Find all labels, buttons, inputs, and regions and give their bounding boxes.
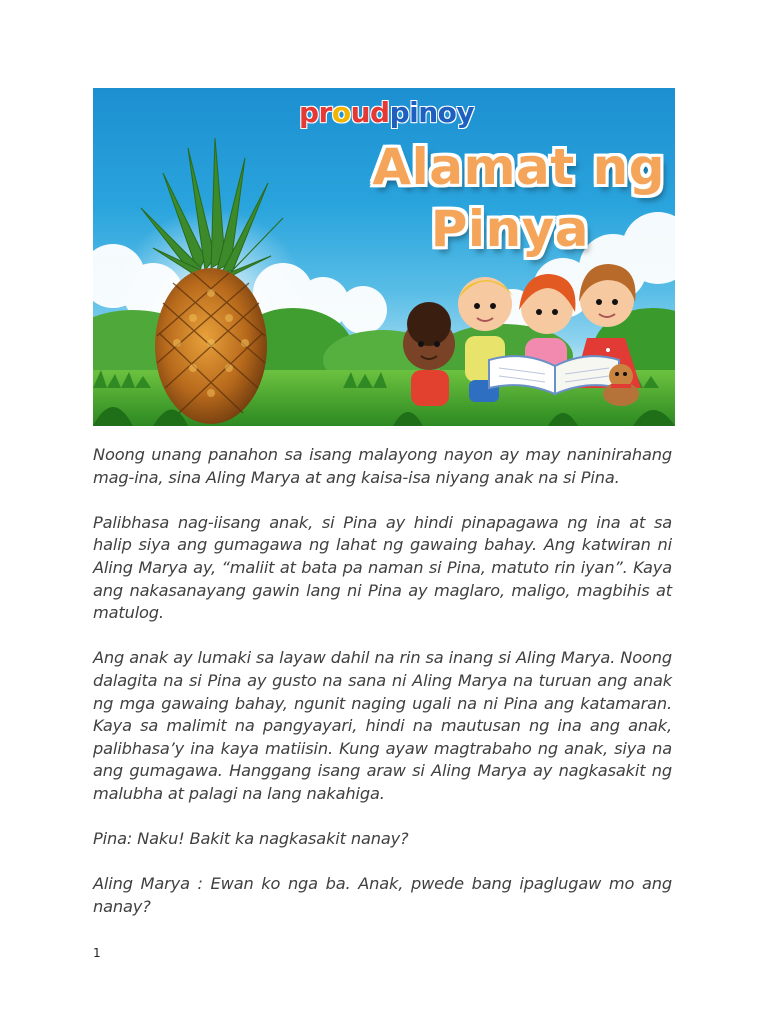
banner-title-line-1: Alamat ng bbox=[372, 138, 665, 196]
banner-illustration bbox=[93, 88, 675, 426]
proudpinoy-logo: proudpinoy bbox=[299, 96, 475, 129]
story-body bbox=[93, 444, 672, 941]
dialogue-line: Aling Marya : Ewan ko nga ba. Anak, pwede bang ipaglugaw mo ang nanay? bbox=[93, 874, 672, 916]
dialogue-line: Pina: Naku! Bakit ka nagkasakit nanay? bbox=[93, 829, 409, 849]
page-number: 1 bbox=[93, 946, 101, 960]
story-paragraph: Palibhasa nag-iisang anak, si Pina ay hindi pinapagawa ng ina at sa halip siya ang gumagawa ng lahat ng gawaing bahay. Ang katwiran ni Aling Marya ay, “maliit at bata pa naman si Pina, matuto rin iyan”. Kaya ang nakasanayang gawin lang ni Pina ay maglaro, maligo, magbihis at matulog. bbox=[93, 512, 672, 623]
story-paragraph: Ang anak ay lumaki sa layaw dahil na rin sa inang si Aling Marya. Noong dalagita na si Pina ay gusto na sana ni Aling Marya na turuan ang anak ng mga gawaing bahay, ngunit naging ugali na ni Pina ang katamaran. Kaya sa malimit na pangyayari, hindi na mautusan ng ina ang anak, palibhasa’y ina kaya matiisin. Kung ayaw magtrabaho ng anak, siya na ang gumagawa. Hanggang isang araw si Aling Marya ay nagkasakit ng malubha at palagi na lang nakahiga. bbox=[93, 648, 672, 803]
banner-title-line-2: Pinya bbox=[430, 200, 589, 258]
story-paragraph: Noong unang panahon sa isang malayong nayon ay may naninirahang mag-ina, sina Aling Marya at ang kaisa-isa niyang anak na si Pina. bbox=[93, 445, 672, 487]
